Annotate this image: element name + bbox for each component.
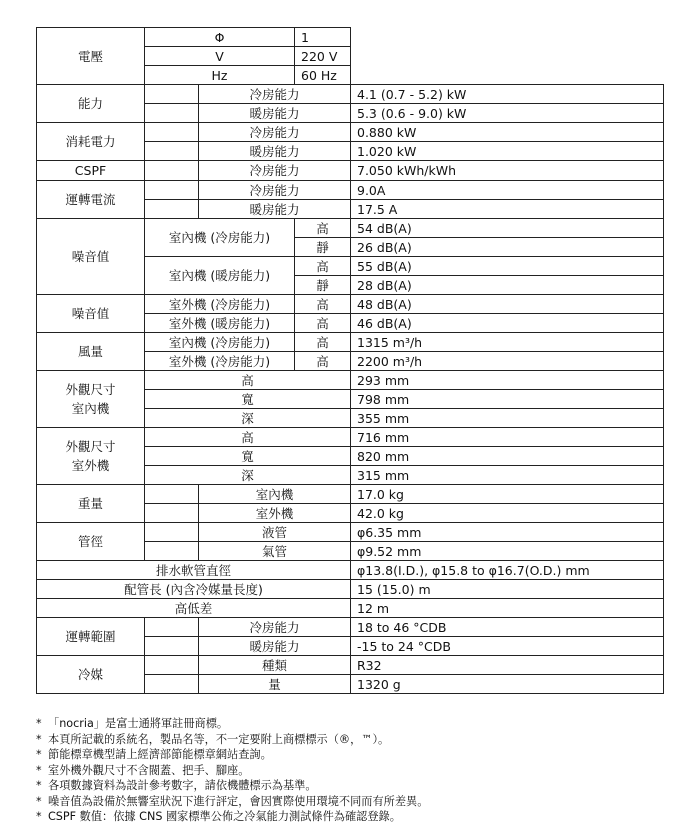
footnote — [36, 716, 676, 732]
spec-row — [37, 561, 664, 580]
airflow-label: 風量 — [37, 333, 145, 371]
footnote — [36, 809, 676, 825]
spec-sublabel: 冷房能力 — [199, 123, 351, 142]
footnote — [36, 732, 676, 748]
spec-sublabel: 室外機 — [199, 504, 351, 523]
spec-row — [37, 523, 664, 542]
footnote-marker: * — [36, 732, 42, 746]
spec-label: 排水軟管直徑 — [37, 561, 351, 580]
spec-sublabel: 種類 — [199, 656, 351, 675]
spec-sublabel: 液管 — [199, 523, 351, 542]
spec-row — [37, 123, 664, 142]
spec-value: 28 dB(A) — [351, 276, 664, 295]
spec-value: 7.050 kWh/kWh — [351, 161, 664, 181]
spec-sublabel: 高 — [145, 428, 351, 447]
level-label: 高 — [295, 314, 351, 333]
blank-cell — [145, 104, 199, 123]
spec-row — [37, 28, 664, 47]
spec-value: 60 Hz — [295, 66, 351, 85]
blank-cell — [145, 637, 199, 656]
refrigerant-label: 冷媒 — [37, 656, 145, 694]
blank-cell — [145, 181, 199, 200]
footnote-text: 噪音值為設備於無響室狀況下進行評定，會因實際使用環境不同而有所差異。 — [48, 794, 429, 808]
spec-row — [37, 618, 664, 637]
blank-cell — [145, 142, 199, 161]
spec-value: -15 to 24 °CDB — [351, 637, 664, 656]
spec-sublabel: 氣管 — [199, 542, 351, 561]
level-label: 靜 — [295, 238, 351, 257]
footnote — [36, 794, 676, 810]
spec-sublabel: Φ — [145, 28, 295, 47]
footnote-text: 室外機外觀尺寸不含閥蓋、把手、腳座。 — [48, 763, 250, 777]
spec-value: 798 mm — [351, 390, 664, 409]
blank-cell — [145, 485, 199, 504]
spec-sublabel: 高 — [145, 371, 351, 390]
spec-sublabel: 冷房能力 — [199, 618, 351, 637]
level-label: 高 — [295, 219, 351, 238]
spec-value: 42.0 kg — [351, 504, 664, 523]
spec-value: φ9.52 mm — [351, 542, 664, 561]
spec-sublabel: 暖房能力 — [199, 200, 351, 219]
spec-sublabel: 冷房能力 — [199, 181, 351, 200]
spec-table — [36, 27, 664, 694]
spec-row — [37, 219, 664, 238]
pipe-diameter-label: 管徑 — [37, 523, 145, 561]
level-label: 高 — [295, 295, 351, 314]
spec-sublabel: 深 — [145, 409, 351, 428]
spec-value: 18 to 46 °CDB — [351, 618, 664, 637]
spec-value: 12 m — [351, 599, 664, 618]
spec-sublabel: 暖房能力 — [199, 104, 351, 123]
spec-sublabel: 室內機 (暖房能力) — [145, 257, 295, 295]
spec-value: 48 dB(A) — [351, 295, 664, 314]
spec-value: 17.0 kg — [351, 485, 664, 504]
spec-value: 54 dB(A) — [351, 219, 664, 238]
spec-value: φ13.8(I.D.), φ15.8 to φ16.7(O.D.) mm — [351, 561, 664, 580]
footnote — [36, 778, 676, 794]
spec-value: 4.1 (0.7 - 5.2) kW — [351, 85, 664, 104]
spec-value: 820 mm — [351, 447, 664, 466]
spec-row — [37, 333, 664, 352]
footnote-marker: * — [36, 717, 42, 730]
footnote-marker: * — [36, 779, 42, 792]
spec-row — [37, 656, 664, 675]
spec-value: 46 dB(A) — [351, 314, 664, 333]
spec-sublabel: 室外機 (冷房能力) — [145, 295, 295, 314]
spec-value: 55 dB(A) — [351, 257, 664, 276]
blank-cell — [145, 123, 199, 142]
blank-cell — [145, 85, 199, 104]
footnote-text: 節能標章機型請上經濟部節能標章網站查詢。 — [48, 748, 272, 761]
spec-row — [37, 295, 664, 314]
spec-label: 配管長 (內含冷媒量長度) — [37, 580, 351, 599]
capacity-label: 能力 — [37, 85, 145, 123]
spec-sublabel: 冷房能力 — [199, 85, 351, 104]
spec-value: 1 — [295, 28, 351, 47]
footnote-marker: * — [36, 794, 42, 808]
spec-sublabel: 暖房能力 — [199, 142, 351, 161]
cspf-label: CSPF — [37, 161, 145, 181]
footnote-text: 各項數據資料為設計參考數字，請依機體標示為基準。 — [48, 779, 317, 792]
blank-cell — [145, 161, 199, 181]
spec-sublabel: 室外機 (冷房能力) — [145, 352, 295, 371]
spec-row — [37, 181, 664, 200]
spec-value: 26 dB(A) — [351, 238, 664, 257]
spec-value: 0.880 kW — [351, 123, 664, 142]
spec-value: 9.0A — [351, 181, 664, 200]
blank-cell — [145, 504, 199, 523]
footnote-text: 本頁所記載的系統名，製品名等，不一定要附上商標標示（®，™）。 — [48, 732, 390, 746]
voltage-label: 電壓 — [37, 28, 145, 85]
blank-cell — [145, 656, 199, 675]
spec-sublabel: 室外機 (暖房能力) — [145, 314, 295, 333]
spec-value: 315 mm — [351, 466, 664, 485]
spec-row — [37, 371, 664, 390]
blank-cell — [145, 542, 199, 561]
weight-label: 重量 — [37, 485, 145, 523]
level-label: 靜 — [295, 276, 351, 295]
spec-row — [37, 428, 664, 447]
spec-value: 2200 m³/h — [351, 352, 664, 371]
spec-row — [37, 485, 664, 504]
power-consumption-label: 消耗電力 — [37, 123, 145, 161]
spec-value: 15 (15.0) m — [351, 580, 664, 599]
spec-value: 355 mm — [351, 409, 664, 428]
footnote-marker: * — [36, 763, 42, 777]
spec-value: 1315 m³/h — [351, 333, 664, 352]
spec-row — [37, 599, 664, 618]
footnote — [36, 763, 676, 779]
level-label: 高 — [295, 352, 351, 371]
spec-sublabel: 室內機 (冷房能力) — [145, 219, 295, 257]
spec-sublabel: 室內機 (冷房能力) — [145, 333, 295, 352]
dimension-label: 外觀尺寸 室內機 — [37, 371, 145, 428]
spec-sublabel: 暖房能力 — [199, 637, 351, 656]
spec-sublabel: 寬 — [145, 447, 351, 466]
spec-value: 17.5 A — [351, 200, 664, 219]
spec-value: 1.020 kW — [351, 142, 664, 161]
spec-value: 1320 g — [351, 675, 664, 694]
footnote — [36, 747, 676, 763]
footnote-marker: * — [36, 748, 42, 761]
blank-cell — [145, 618, 199, 637]
spec-sublabel: 室內機 — [199, 485, 351, 504]
noise-level-label: 噪音值 — [37, 219, 145, 295]
running-current-label: 運轉電流 — [37, 181, 145, 219]
dimension-label: 外觀尺寸 室外機 — [37, 428, 145, 485]
spec-row — [37, 580, 664, 599]
spec-sublabel: 深 — [145, 466, 351, 485]
spec-sublabel: Hz — [145, 66, 295, 85]
spec-label: 高低差 — [37, 599, 351, 618]
spec-value: φ6.35 mm — [351, 523, 664, 542]
spec-row — [37, 85, 664, 104]
spec-sublabel: 冷房能力 — [199, 161, 351, 181]
footnotes — [36, 716, 676, 825]
spec-value: 5.3 (0.6 - 9.0) kW — [351, 104, 664, 123]
spec-sublabel: 量 — [199, 675, 351, 694]
spec-value: 293 mm — [351, 371, 664, 390]
footnote-text: 「nocria」是富士通將軍註冊商標。 — [48, 717, 229, 730]
noise-level-label: 噪音值 — [37, 295, 145, 333]
footnote-text: CSPF 數值：依據 CNS 國家標準公佈之冷氣能力測試條件為確認登錄。 — [48, 810, 401, 823]
blank-cell — [145, 675, 199, 694]
spec-row — [37, 161, 664, 181]
spec-value: 716 mm — [351, 428, 664, 447]
spec-value: 220 V — [295, 47, 351, 66]
footnote-marker: * — [36, 810, 42, 823]
spec-sublabel: V — [145, 47, 295, 66]
level-label: 高 — [295, 257, 351, 276]
operating-range-label: 運轉範圍 — [37, 618, 145, 656]
blank-cell — [145, 523, 199, 542]
blank-cell — [145, 200, 199, 219]
spec-value: R32 — [351, 656, 664, 675]
spec-sublabel: 寬 — [145, 390, 351, 409]
level-label: 高 — [295, 333, 351, 352]
